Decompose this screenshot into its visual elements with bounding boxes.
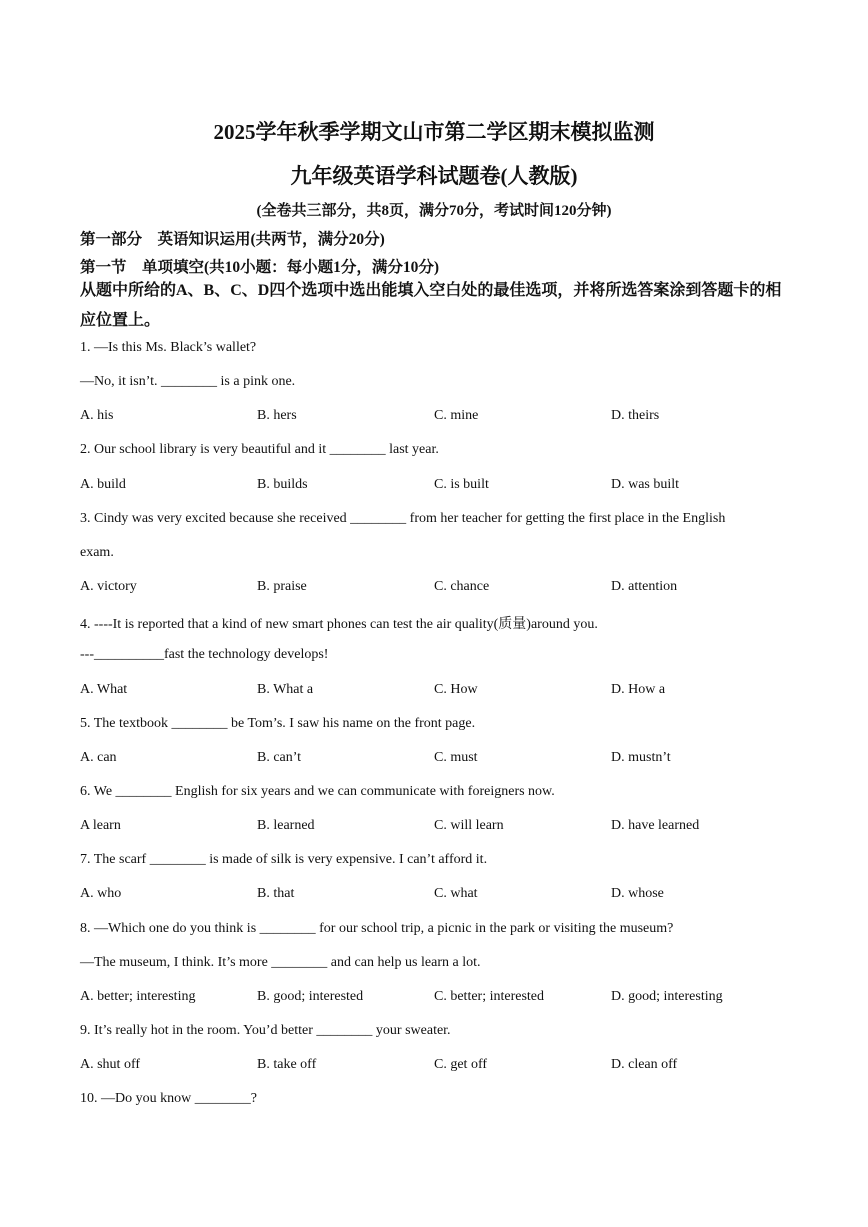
answer-option: C. what bbox=[434, 886, 478, 902]
answer-option: D. have learned bbox=[611, 818, 700, 834]
question-stem: 5. The textbook ________ be Tom’s. I saw his name on the front page. bbox=[80, 715, 476, 731]
answer-option: D. theirs bbox=[611, 408, 660, 424]
question-line: ---__________fast the technology develops! bbox=[80, 647, 329, 663]
answer-option: D. How a bbox=[611, 681, 666, 697]
exam-subject-title: 九年级英语学科试题卷(人教版) bbox=[290, 164, 578, 188]
answer-option: A. victory bbox=[80, 579, 137, 595]
question-line: —No, it isn’t. ________ is a pink one. bbox=[80, 374, 296, 390]
answer-option: B. praise bbox=[257, 579, 307, 595]
question-stem: 2. Our school library is very beautiful and it ________ last year. bbox=[80, 442, 439, 458]
answer-option: C. mine bbox=[434, 408, 479, 424]
answer-option: A. shut off bbox=[80, 1057, 141, 1073]
answer-option: C. chance bbox=[434, 579, 490, 595]
instructions: 从题中所给的A、B、C、D四个选项中选出能填入空白处的最佳选项，并将所选答案涂到答题卡的相应位置上。 bbox=[80, 282, 782, 329]
question-stem: 7. The scarf ________ is made of silk is very expensive. I can’t afford it. bbox=[80, 852, 488, 868]
answer-option: B. builds bbox=[257, 476, 308, 492]
answer-option: C. will learn bbox=[434, 818, 504, 834]
answer-option: A. his bbox=[80, 408, 114, 424]
question-line: exam. bbox=[80, 544, 114, 560]
answer-option: D. was built bbox=[611, 476, 680, 492]
answer-option: A. build bbox=[80, 476, 126, 492]
question-stem: 8. —Which one do you think is ________ for our school trip, a picnic in the park or visiting the museum? bbox=[80, 920, 674, 936]
answer-option: D. attention bbox=[611, 579, 678, 595]
answer-option: A. What bbox=[80, 681, 128, 697]
answer-option: A learn bbox=[80, 818, 121, 834]
question-line: —The museum, I think. It’s more ________ and can help us learn a lot. bbox=[80, 954, 481, 970]
part-heading: 第一部分 英语知识运用(共两节，满分20分) bbox=[80, 231, 385, 248]
answer-option: C. better; interested bbox=[434, 988, 545, 1004]
question-stem: 6. We ________ English for six years and we can communicate with foreigners now. bbox=[80, 783, 555, 799]
answer-option: B. learned bbox=[257, 818, 315, 834]
answer-option: B. hers bbox=[257, 408, 297, 424]
answer-option: C. must bbox=[434, 749, 478, 765]
question-stem: 3. Cindy was very excited because she received ________ from her teacher for getting the first place in the English bbox=[80, 510, 726, 526]
answer-option: D. clean off bbox=[611, 1057, 678, 1073]
question-stem: 4. ----It is reported that a kind of new smart phones can test the air quality(质量)around you. bbox=[80, 617, 598, 633]
exam-info: (全卷共三部分，共8页，满分70分，考试时间120分钟) bbox=[256, 203, 612, 219]
answer-option: B. take off bbox=[257, 1057, 317, 1073]
answer-option: B. good; interested bbox=[257, 988, 364, 1004]
question-stem: 1. —Is this Ms. Black’s wallet? bbox=[80, 340, 257, 355]
answer-option: D. good; interesting bbox=[611, 988, 723, 1004]
answer-option: B. What a bbox=[257, 681, 314, 697]
answer-option: C. get off bbox=[434, 1057, 488, 1073]
answer-option: D. mustn’t bbox=[611, 749, 671, 765]
answer-option: B. that bbox=[257, 886, 295, 902]
section-heading: 第一节 单项填空(共10小题：每小题1分，满分10分) bbox=[80, 259, 440, 276]
answer-option: D. whose bbox=[611, 886, 664, 902]
exam-title: 2025学年秋季学期文山市第二学区期末模拟监测 bbox=[213, 120, 655, 144]
answer-option: C. is built bbox=[434, 476, 489, 492]
answer-option: A. better; interesting bbox=[80, 988, 196, 1004]
answer-option: C. How bbox=[434, 681, 478, 697]
answer-option: A. who bbox=[80, 886, 122, 902]
question-stem: 9. It’s really hot in the room. You’d better ________ your sweater. bbox=[80, 1023, 451, 1038]
answer-option: B. can’t bbox=[257, 749, 302, 765]
question-stem: 10. —Do you know ________? bbox=[80, 1091, 257, 1107]
answer-option: A. can bbox=[80, 749, 117, 765]
